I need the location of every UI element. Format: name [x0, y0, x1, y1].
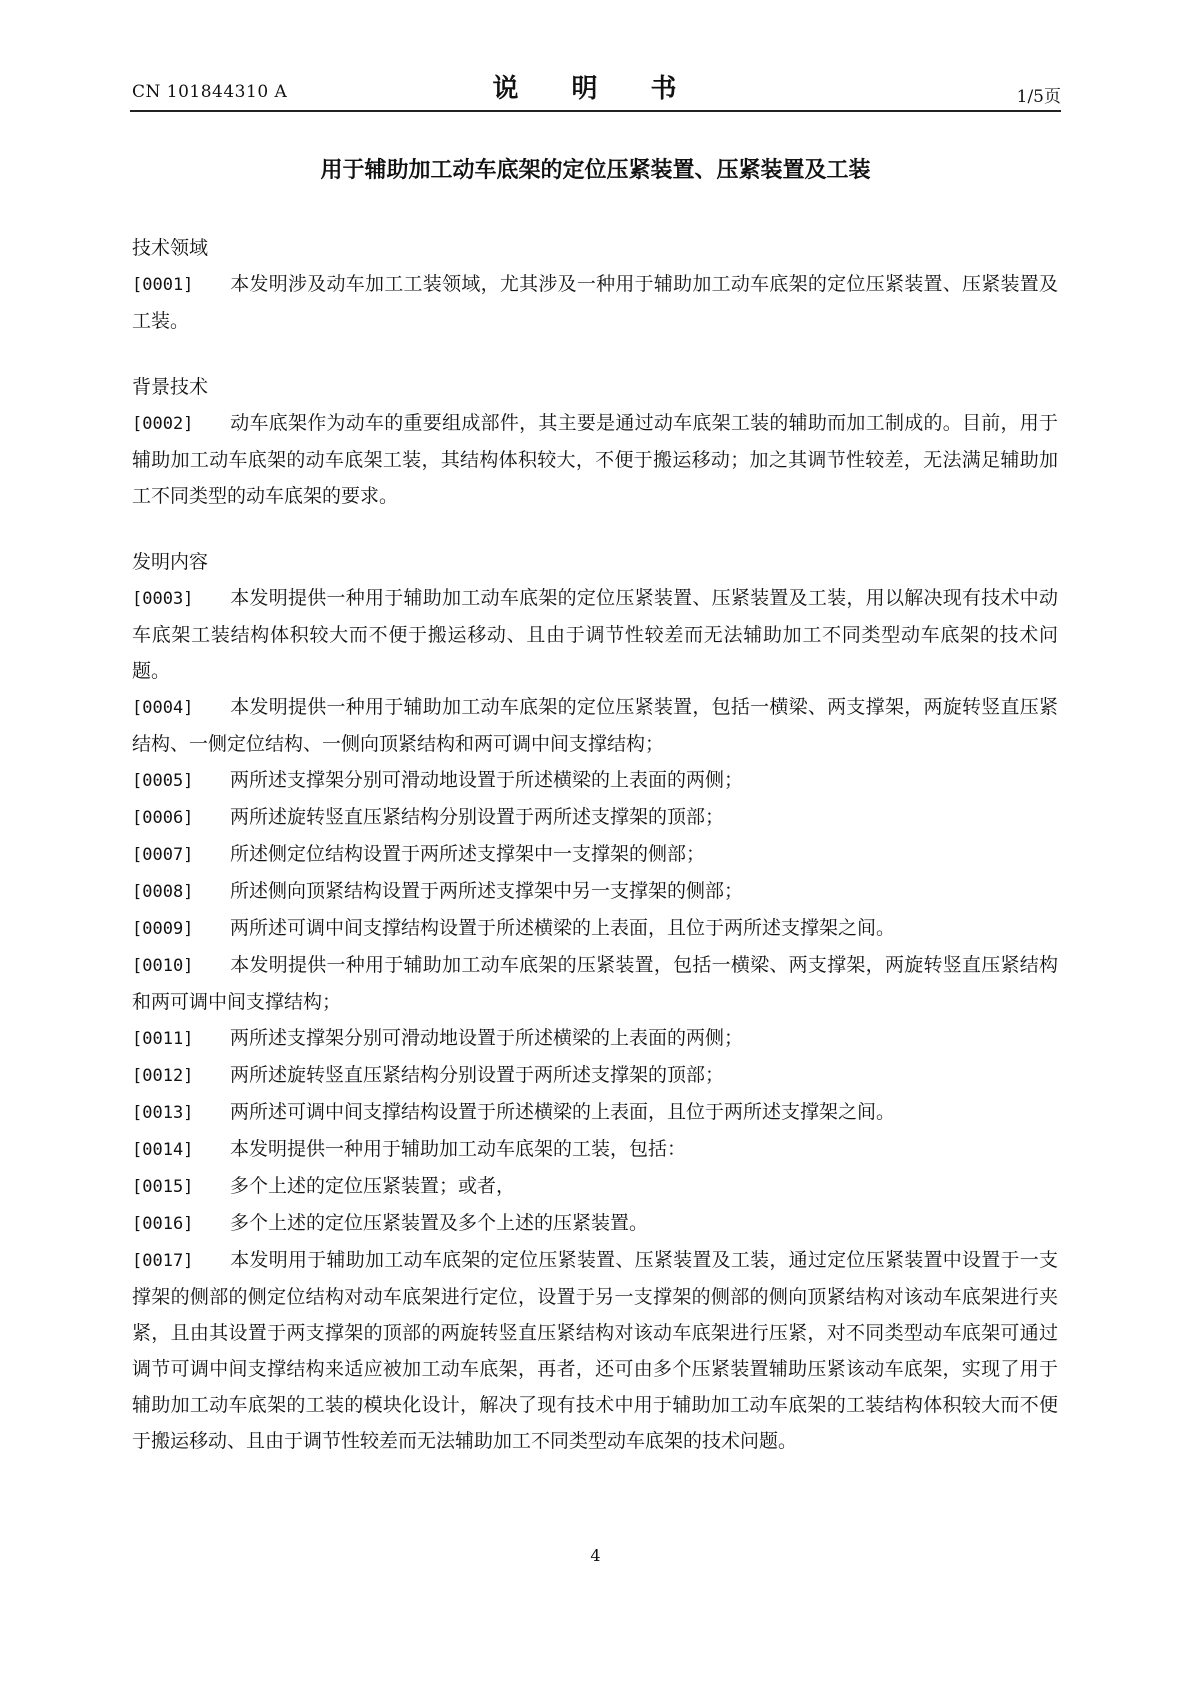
paragraph-number: [0007] — [132, 845, 194, 865]
paragraph-text: 本发明提供一种用于辅助加工动车底架的定位压紧装置、压紧装置及工装，用以解决现有技术中动车底架工装结构体积较大而不便于搬运移动、且由于调节性较差而无法辅助加工不同类型动车底架的技术问题。 — [132, 587, 1058, 682]
document-number: CN 101844310 A — [132, 82, 288, 102]
paragraph — [132, 799, 1058, 836]
paragraph — [132, 1205, 1058, 1242]
paragraph-number: [0002] — [132, 414, 194, 434]
paragraph — [132, 1094, 1058, 1131]
paragraph-text: 多个上述的定位压紧装置及多个上述的压紧装置。 — [230, 1212, 649, 1234]
section-heading: 发明内容 — [132, 551, 209, 573]
paragraph-number: [0005] — [132, 771, 194, 791]
paragraph-number: [0012] — [132, 1066, 194, 1086]
paragraph-text: 两所述支撑架分别可滑动地设置于所述横梁的上表面的两侧； — [230, 1027, 744, 1049]
paragraph — [132, 1168, 1058, 1205]
section-heading: 背景技术 — [132, 376, 209, 398]
paragraph-number: [0013] — [132, 1103, 194, 1123]
document-body — [132, 230, 1058, 1459]
paragraph — [132, 762, 1058, 799]
paragraph — [132, 910, 1058, 947]
paragraph — [132, 580, 1058, 689]
paragraph — [132, 266, 1058, 339]
paragraph-number: [0008] — [132, 882, 194, 902]
paragraph-text: 两所述可调中间支撑结构设置于所述横梁的上表面，且位于两所述支撑架之间。 — [230, 1101, 896, 1123]
paragraph-text: 本发明提供一种用于辅助加工动车底架的定位压紧装置，包括一横梁、两支撑架，两旋转竖直压紧结构、一侧定位结构、一侧向顶紧结构和两可调中间支撑结构； — [132, 696, 1058, 755]
header-divider — [130, 110, 1061, 112]
paragraph-text: 所述侧向顶紧结构设置于两所述支撑架中另一支撑架的侧部； — [230, 880, 744, 902]
paragraph-number: [0001] — [132, 275, 194, 295]
paragraph-text: 动车底架作为动车的重要组成部件，其主要是通过动车底架工装的辅助而加工制成的。目前，用于辅助加工动车底架的动车底架工装，其结构体积较大，不便于搬运移动；加之其调节性较差，无法满足辅助加工不同类型的动车底架的要求。 — [132, 412, 1058, 507]
paragraph-text: 本发明提供一种用于辅助加工动车底架的压紧装置，包括一横梁、两支撑架，两旋转竖直压紧结构和两可调中间支撑结构； — [132, 954, 1058, 1013]
paragraph-text: 两所述旋转竖直压紧结构分别设置于两所述支撑架的顶部； — [230, 1064, 725, 1086]
paragraph-text: 两所述旋转竖直压紧结构分别设置于两所述支撑架的顶部； — [230, 806, 725, 828]
paragraph-text: 本发明涉及动车加工工装领域，尤其涉及一种用于辅助加工动车底架的定位压紧装置、压紧装置及工装。 — [132, 273, 1058, 332]
page-label: 1/5页 — [1016, 87, 1061, 107]
page-number: 4 — [590, 1546, 601, 1565]
paragraph — [132, 1242, 1058, 1459]
paragraph-text: 两所述支撑架分别可滑动地设置于所述横梁的上表面的两侧； — [230, 769, 744, 791]
page-title: 用于辅助加工动车底架的定位压紧装置、压紧装置及工装 — [320, 158, 871, 183]
paragraph — [132, 873, 1058, 910]
paragraph — [132, 689, 1058, 762]
paragraph — [132, 1020, 1058, 1057]
paragraph-number: [0006] — [132, 808, 194, 828]
paragraph-number: [0010] — [132, 956, 194, 976]
paragraph-number: [0011] — [132, 1029, 194, 1049]
paragraph — [132, 405, 1058, 514]
paragraph-number: [0014] — [132, 1140, 194, 1160]
paragraph-number: [0017] — [132, 1251, 194, 1271]
paragraph — [132, 1131, 1058, 1168]
paragraph-number: [0016] — [132, 1214, 194, 1234]
section-heading: 技术领域 — [132, 237, 209, 259]
paragraph-text: 所述侧定位结构设置于两所述支撑架中一支撑架的侧部； — [230, 843, 706, 865]
paragraph-text: 本发明用于辅助加工动车底架的定位压紧装置、压紧装置及工装，通过定位压紧装置中设置于一支撑架的侧部的侧定位结构对动车底架进行定位，设置于另一支撑架的侧部的侧向顶紧结构对该动车底架进行夹紧，且由其设置于两支撑架的顶部的两旋转竖直压紧结构对该动车底架进行压紧，对不同类型动车底架可通过调节可调中间支撑结构来适应被加工动车底架，再者，还可由多个压紧装置辅助压紧该动车底架，实现了用于辅助加工动车底架的工装的模块化设计，解决了现有技术中用于辅助加工动车底架的工装结构体积较大而不便于搬运移动、且由于调节性较差而无法辅助加工不同类型动车底架的技术问题。 — [132, 1249, 1058, 1452]
paragraph — [132, 836, 1058, 873]
paragraph-text: 多个上述的定位压紧装置；或者， — [230, 1175, 516, 1197]
paragraph-number: [0003] — [132, 589, 194, 609]
paragraph — [132, 947, 1058, 1020]
paragraph — [132, 1057, 1058, 1094]
paragraph-number: [0004] — [132, 698, 194, 718]
document-type: 说 明 书 — [492, 74, 699, 104]
paragraph-number: [0015] — [132, 1177, 194, 1197]
paragraph-number: [0009] — [132, 919, 194, 939]
paragraph-text: 本发明提供一种用于辅助加工动车底架的工装，包括： — [230, 1138, 687, 1160]
paragraph-text: 两所述可调中间支撑结构设置于所述横梁的上表面，且位于两所述支撑架之间。 — [230, 917, 896, 939]
